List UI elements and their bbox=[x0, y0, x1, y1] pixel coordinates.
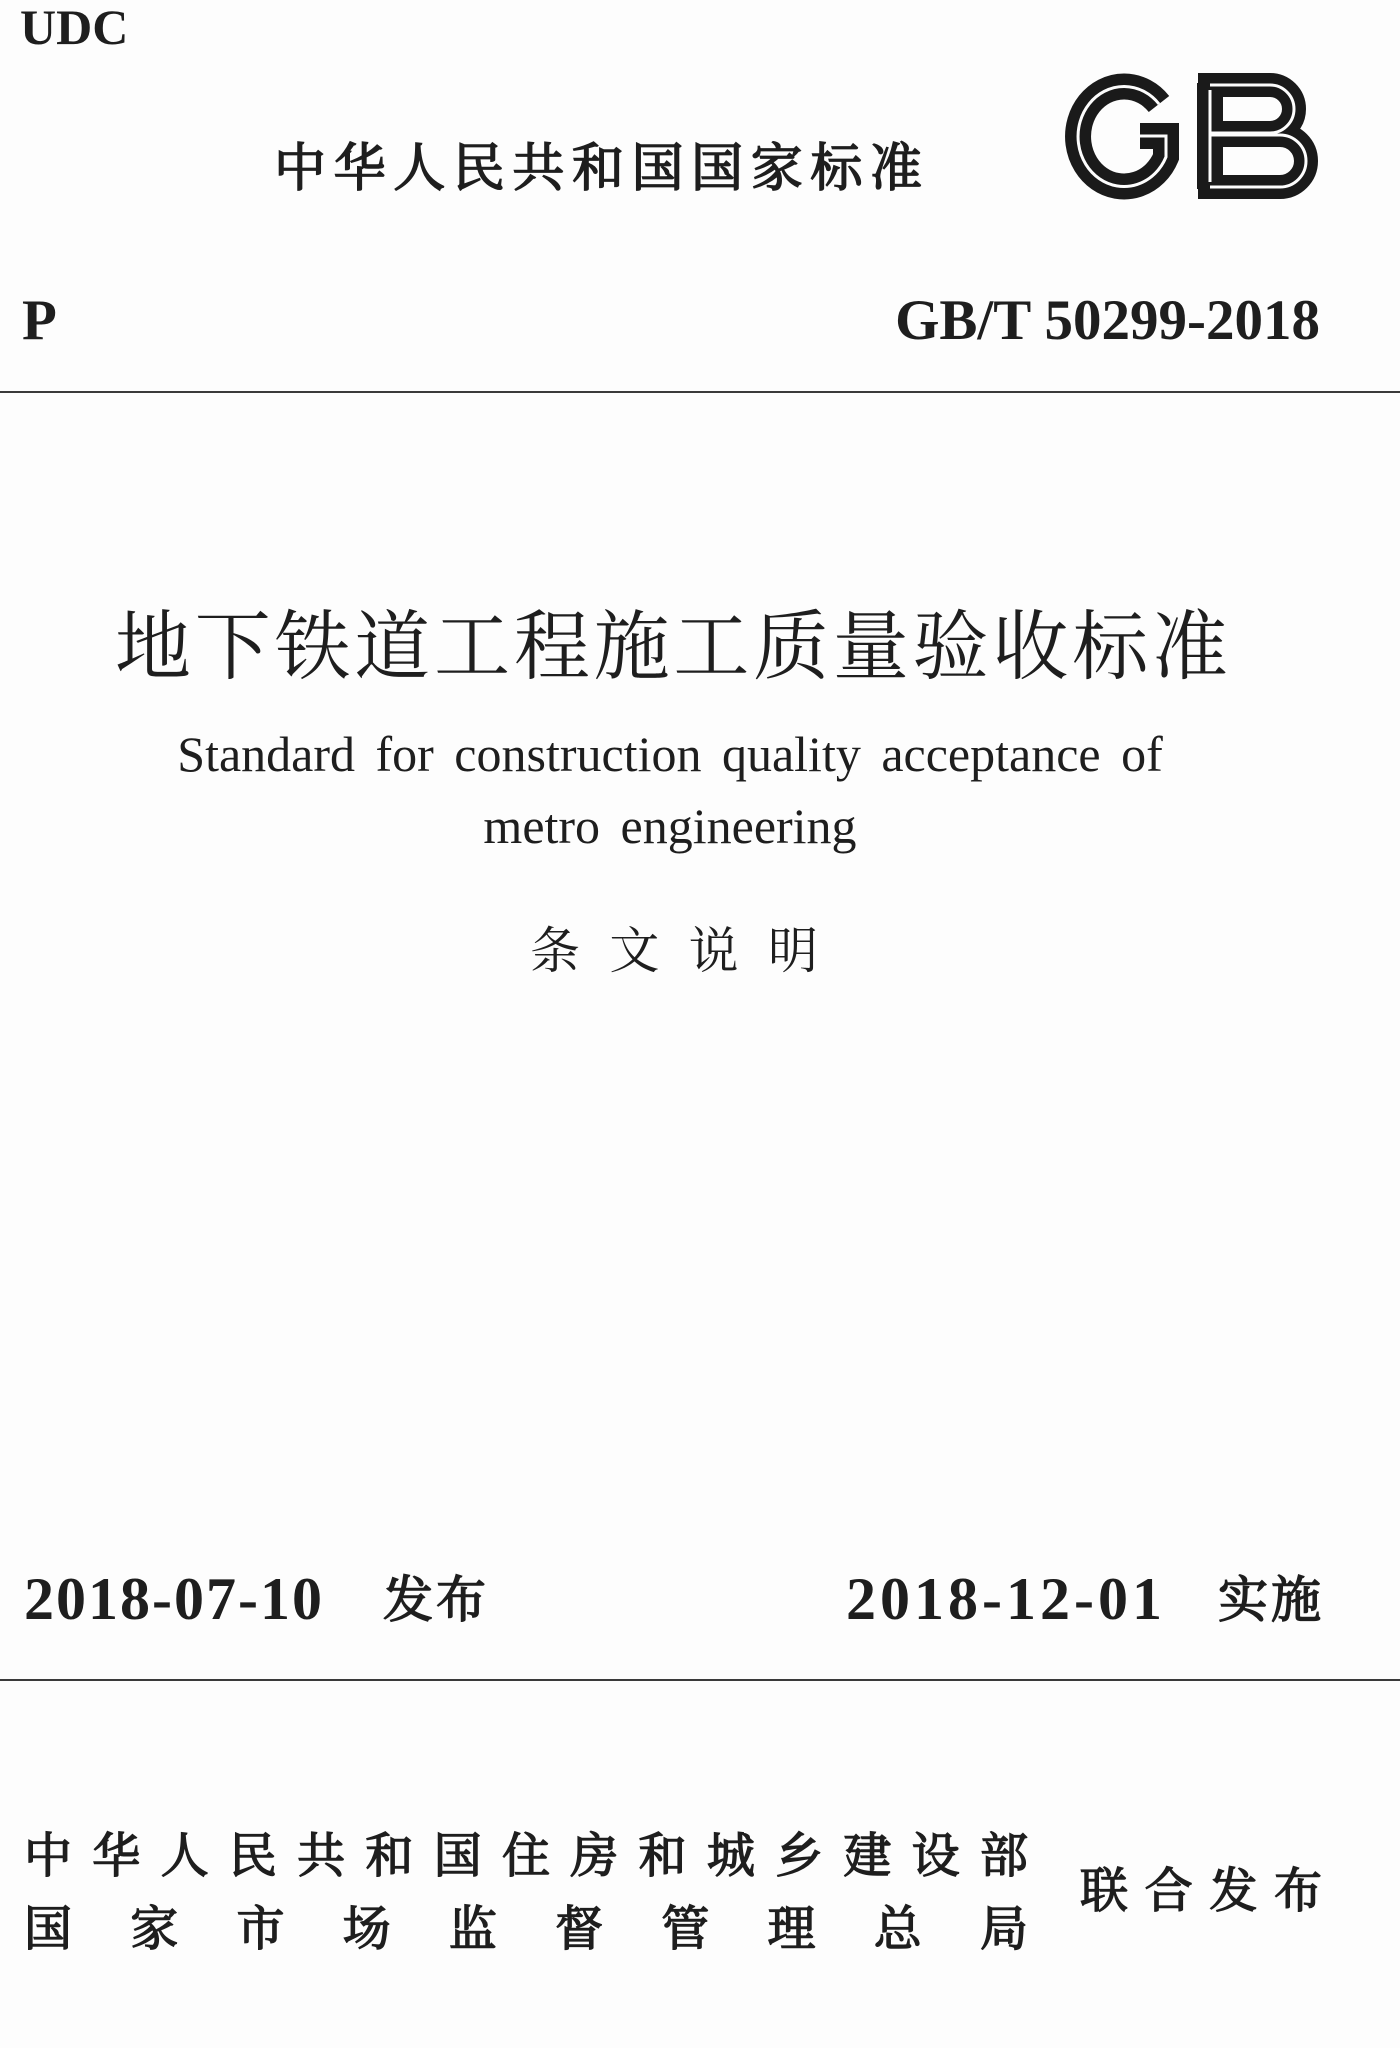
national-standard-heading bbox=[274, 139, 922, 199]
glyph: 国 bbox=[631, 139, 684, 199]
glyph: 说 bbox=[688, 922, 739, 980]
glyph: 布 bbox=[436, 1571, 486, 1629]
glyph: 场 bbox=[342, 1901, 391, 1957]
effective-label bbox=[1218, 1571, 1321, 1629]
category-code: P bbox=[22, 289, 57, 352]
standard-title-en-line2: metro engineering bbox=[483, 798, 857, 854]
glyph: 家 bbox=[750, 139, 803, 199]
glyph: 理 bbox=[767, 1901, 816, 1957]
glyph: 准 bbox=[869, 139, 922, 199]
glyph: 验 bbox=[912, 602, 989, 691]
glyph: 华 bbox=[333, 139, 386, 199]
glyph: 住 bbox=[501, 1828, 550, 1884]
bottom-divider bbox=[0, 1679, 1400, 1681]
glyph: 和 bbox=[638, 1828, 687, 1884]
glyph: 发 bbox=[383, 1571, 433, 1629]
explanation-subtitle bbox=[530, 922, 818, 980]
glyph: 城 bbox=[706, 1828, 755, 1884]
glyph: 建 bbox=[843, 1828, 892, 1884]
glyph: 市 bbox=[236, 1901, 285, 1957]
glyph: 工 bbox=[434, 602, 511, 691]
glyph: 中 bbox=[24, 1828, 73, 1884]
glyph: 程 bbox=[513, 602, 590, 691]
glyph: 铁 bbox=[274, 602, 351, 691]
glyph: 共 bbox=[297, 1828, 346, 1884]
glyph: 华 bbox=[92, 1828, 141, 1884]
standard-title-zh bbox=[115, 602, 1228, 691]
glyph: 地 bbox=[115, 602, 191, 691]
glyph: 国 bbox=[433, 1828, 482, 1884]
gb-logo bbox=[1062, 70, 1324, 202]
glyph: 人 bbox=[393, 139, 446, 199]
glyph: 房 bbox=[570, 1828, 619, 1884]
glyph: 明 bbox=[767, 922, 818, 980]
glyph: 文 bbox=[609, 922, 660, 980]
glyph: 国 bbox=[691, 139, 744, 199]
glyph: 民 bbox=[452, 139, 505, 199]
joint-publish-label bbox=[1080, 1865, 1322, 1917]
glyph: 部 bbox=[979, 1828, 1028, 1884]
glyph: 中 bbox=[274, 139, 327, 199]
glyph: 条 bbox=[530, 922, 580, 980]
glyph: 施 bbox=[1271, 1571, 1321, 1629]
glyph: 质 bbox=[753, 602, 830, 691]
glyph: 民 bbox=[228, 1828, 277, 1884]
glyph: 标 bbox=[810, 139, 863, 199]
issue-label bbox=[383, 1571, 486, 1629]
glyph: 乡 bbox=[775, 1828, 824, 1884]
glyph: 准 bbox=[1151, 602, 1228, 691]
glyph: 监 bbox=[448, 1901, 497, 1957]
glyph: 总 bbox=[873, 1901, 922, 1957]
issue-date: 2018-07-10 bbox=[24, 1566, 324, 1632]
effective-date: 2018-12-01 bbox=[846, 1566, 1166, 1632]
glyph: 合 bbox=[1144, 1863, 1193, 1919]
glyph: 标 bbox=[1072, 602, 1149, 691]
glyph: 收 bbox=[992, 602, 1069, 691]
glyph: 发 bbox=[1209, 1863, 1258, 1919]
glyph: 局 bbox=[979, 1901, 1028, 1957]
publisher-market-regulation bbox=[24, 1903, 1028, 1955]
glyph: 设 bbox=[911, 1828, 960, 1884]
glyph: 工 bbox=[673, 602, 750, 691]
glyph: 督 bbox=[555, 1901, 604, 1957]
glyph: 量 bbox=[832, 602, 909, 691]
glyph: 实 bbox=[1218, 1571, 1268, 1629]
glyph: 布 bbox=[1273, 1863, 1322, 1919]
glyph: 共 bbox=[512, 139, 565, 199]
top-divider bbox=[0, 391, 1400, 393]
glyph: 下 bbox=[194, 602, 271, 691]
glyph: 和 bbox=[365, 1828, 414, 1884]
glyph: 人 bbox=[160, 1828, 209, 1884]
udc-label: UDC bbox=[20, 0, 129, 55]
glyph: 国 bbox=[24, 1901, 73, 1957]
glyph: 管 bbox=[661, 1901, 710, 1957]
publisher-ministry bbox=[24, 1830, 1028, 1882]
glyph: 道 bbox=[354, 602, 431, 691]
glyph: 家 bbox=[130, 1901, 179, 1957]
glyph: 施 bbox=[593, 602, 670, 691]
glyph: 联 bbox=[1080, 1863, 1129, 1919]
standard-title-en-line1: Standard for construction quality acceptance of bbox=[177, 726, 1163, 782]
glyph: 和 bbox=[571, 139, 624, 199]
standard-number: GB/T 50299-2018 bbox=[895, 289, 1320, 352]
